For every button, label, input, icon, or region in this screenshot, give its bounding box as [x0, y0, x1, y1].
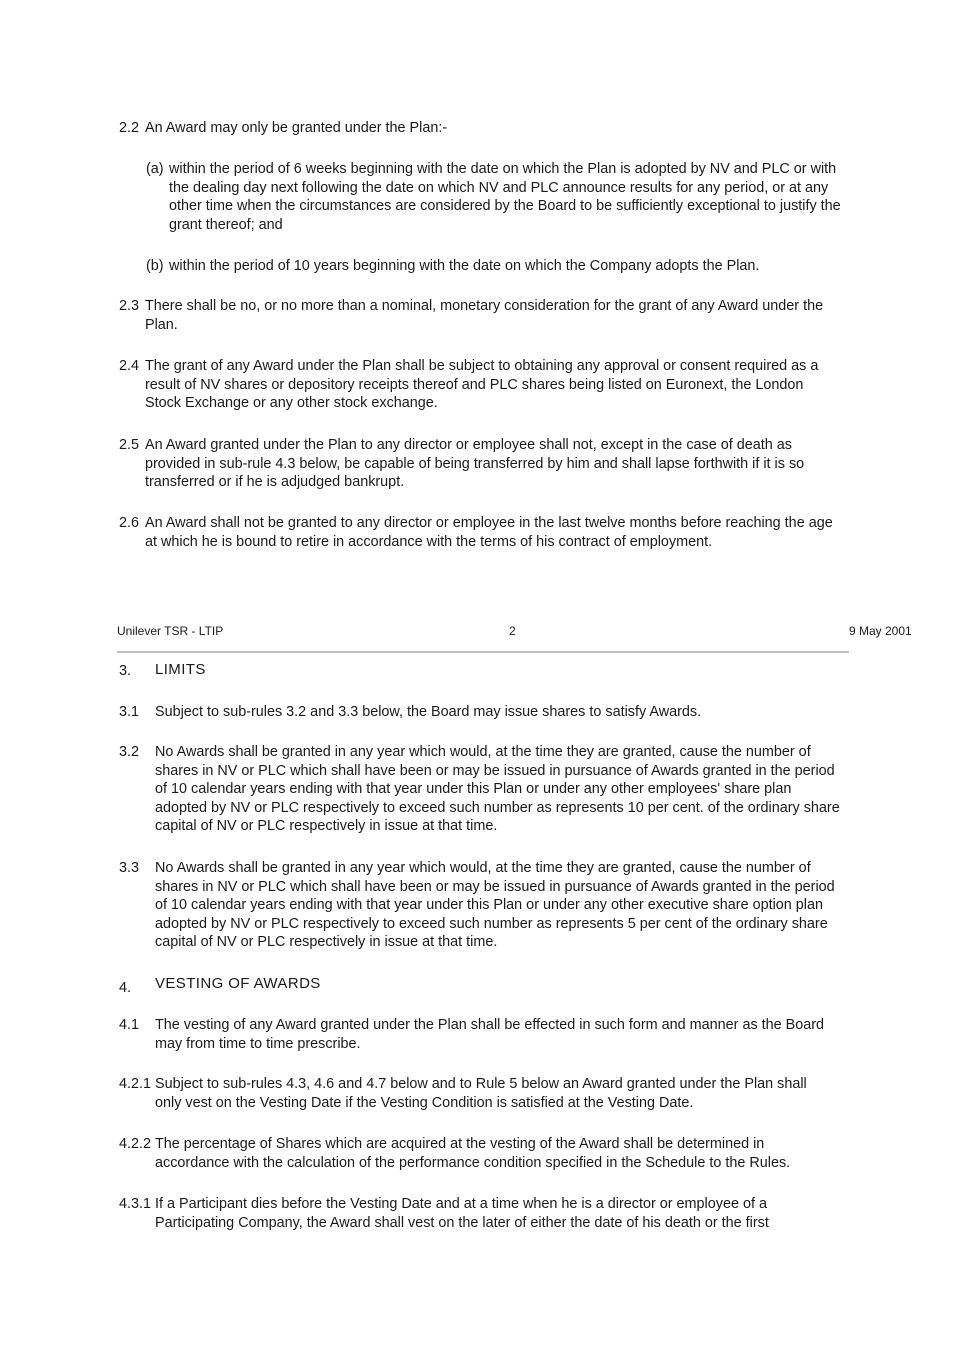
heading-text: VESTING OF AWARDS	[155, 975, 321, 992]
clause-text: Subject to sub-rules 4.3, 4.6 and 4.7 below and to Rule 5 below an Award granted under the Plan shall only vest on the Vesting Date if the Vesting Condition is satisfied at the Vesting Date.	[155, 1076, 807, 1111]
clause-text: The grant of any Award under the Plan shall be subject to obtaining any approval or consent required as a result of NV shares or depository receipts thereof and PLC shares being listed on Euronext, the London Stock Exchange or any other stock exchange.	[145, 358, 819, 412]
clause-number: 3.3	[119, 860, 140, 876]
clause-text: Subject to sub-rules 3.2 and 3.3 below, the Board may issue shares to satisfy Awards.	[155, 704, 702, 720]
footer-page-number: 2	[509, 624, 516, 638]
clause-text: An Award shall not be granted to any director or employee in the last twelve months before reaching the age at which he is bound to retire in accordance with the terms of his contract of employment.	[145, 515, 833, 550]
clause-text: within the period of 6 weeks beginning with the date on which the Plan is adopted by NV and PLC or with the dealing day next following the date on which NV and PLC announce results for any period, or at any other time when the circumstances are considered by the Board to be sufficiently exceptional to justify the grant thereof; and	[169, 161, 841, 233]
heading-number: 4.	[119, 980, 132, 996]
clause-text: An Award granted under the Plan to any director or employee shall not, except in the case of death as provided in sub-rule 4.3 below, be capable of being transferred by him and shall lapse forthwith if it is so transferred or if he is adjudged bankrupt.	[145, 437, 805, 491]
clause-number: 4.1	[119, 1017, 140, 1033]
clause-number: 3.2	[119, 744, 140, 760]
clause-text: No Awards shall be granted in any year which would, at the time they are granted, cause the number of shares in NV or PLC which shall have been or may be issued in pursuance of Awards granted in the period of 10 calendar years ending with that year under this Plan or under any other executive share option plan adopted by NV or PLC respectively to exceed such number as represents 5 per cent of the ordinary share capital of NV or PLC respectively in issue at that time.	[155, 860, 835, 951]
clause-number: 2.5	[119, 437, 140, 453]
heading-text: LIMITS	[155, 661, 206, 678]
clause-number: 2.3	[119, 298, 140, 314]
footer-date: 9 May 2001	[849, 624, 912, 638]
clause-number: 2.2	[119, 120, 140, 136]
page-divider	[117, 651, 849, 653]
clause-number: 3.1	[119, 704, 140, 720]
clause-text: There shall be no, or no more than a nominal, monetary consideration for the grant of any Award under the Plan.	[145, 298, 824, 333]
clause-text: within the period of 10 years beginning with the date on which the Company adopts the Plan.	[169, 258, 760, 274]
clause-number: (b)	[146, 258, 164, 274]
clause-text: If a Participant dies before the Vesting Date and at a time when he is a director or employee of a Participating Company, the Award shall vest on the later of either the date of his death or the first	[155, 1196, 769, 1231]
footer-document-title: Unilever TSR - LTIP	[117, 624, 224, 638]
clause-text: The percentage of Shares which are acquired at the vesting of the Award shall be determined in accordance with the calculation of the performance condition specified in the Schedule to the Rules.	[155, 1136, 791, 1171]
clause-text: No Awards shall be granted in any year which would, at the time they are granted, cause the number of shares in NV or PLC which shall have been or may be issued in pursuance of Awards granted in the period of 10 calendar years ending with that year under this Plan or under any other employees' share plan adopted by NV or PLC respectively to exceed such number as represents 10 per cent. of the ordinary share capital of NV or PLC respectively in issue at that time.	[155, 744, 840, 835]
clause-text: An Award may only be granted under the Plan:-	[145, 120, 448, 136]
heading-number: 3.	[119, 663, 132, 679]
clause-number: 2.4	[119, 358, 140, 374]
clause-number: (a)	[146, 161, 164, 177]
clause-number: 4.2.2	[119, 1136, 152, 1152]
clause-number: 2.6	[119, 515, 140, 531]
clause-text: The vesting of any Award granted under the Plan shall be effected in such form and manner as the Board may from time to time prescribe.	[155, 1017, 825, 1052]
clause-number: 4.2.1	[119, 1076, 152, 1092]
clause-number: 4.3.1	[119, 1196, 152, 1212]
